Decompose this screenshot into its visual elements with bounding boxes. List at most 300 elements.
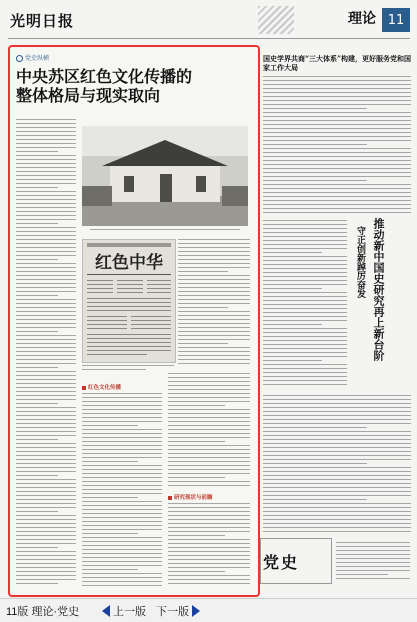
text-line bbox=[82, 457, 162, 458]
text-line bbox=[263, 431, 411, 432]
text-line bbox=[263, 120, 411, 121]
text-line bbox=[82, 585, 162, 586]
text-line bbox=[16, 563, 76, 564]
text-line bbox=[82, 497, 138, 498]
text-line bbox=[336, 558, 410, 559]
text-line bbox=[82, 465, 162, 466]
text-line bbox=[168, 405, 225, 406]
text-line bbox=[16, 427, 76, 428]
text-line bbox=[263, 491, 411, 492]
text-line bbox=[16, 131, 76, 132]
text-line bbox=[263, 196, 411, 197]
text-line bbox=[263, 268, 347, 269]
text-line bbox=[16, 231, 76, 232]
text-line bbox=[263, 475, 411, 476]
text-line bbox=[168, 507, 250, 508]
text-line bbox=[168, 397, 250, 398]
text-line bbox=[16, 219, 76, 220]
text-line bbox=[16, 459, 76, 460]
text-line bbox=[168, 473, 250, 474]
text-line bbox=[82, 533, 138, 534]
article-tag: 党史纵横 bbox=[16, 53, 49, 62]
text-line bbox=[82, 573, 162, 574]
text-line bbox=[16, 415, 76, 416]
text-line bbox=[16, 191, 76, 192]
text-line bbox=[16, 123, 76, 124]
text-line bbox=[263, 140, 411, 141]
text-line bbox=[168, 437, 250, 438]
text-line bbox=[336, 542, 410, 543]
text-line bbox=[263, 407, 411, 408]
text-line bbox=[168, 401, 250, 402]
text-line bbox=[82, 425, 138, 426]
text-line bbox=[263, 443, 411, 444]
text-line bbox=[263, 340, 347, 341]
text-line bbox=[263, 232, 347, 233]
text-line bbox=[82, 577, 162, 578]
text-line bbox=[16, 315, 76, 316]
text-line bbox=[336, 566, 410, 567]
text-line bbox=[16, 207, 76, 208]
text-line bbox=[178, 263, 250, 264]
left-arrow-icon bbox=[102, 605, 110, 617]
text-line bbox=[82, 449, 162, 450]
text-line bbox=[263, 80, 411, 81]
text-line bbox=[16, 327, 76, 328]
text-line bbox=[16, 251, 76, 252]
text-line bbox=[263, 352, 347, 353]
text-line bbox=[263, 108, 367, 109]
text-line bbox=[82, 477, 162, 478]
text-line bbox=[263, 280, 347, 281]
text-line bbox=[263, 152, 411, 153]
article-photo bbox=[82, 126, 248, 226]
page-label: 11版 理论·党史 bbox=[6, 606, 80, 618]
text-line bbox=[16, 519, 76, 520]
text-line bbox=[168, 461, 250, 462]
newspaper-logo: 光明日报 bbox=[10, 12, 75, 30]
text-line bbox=[16, 143, 76, 144]
text-line bbox=[16, 551, 76, 552]
text-line bbox=[263, 276, 347, 277]
text-line bbox=[16, 439, 58, 440]
text-line bbox=[82, 473, 162, 474]
text-line bbox=[16, 195, 76, 196]
text-line bbox=[16, 455, 76, 456]
text-line bbox=[263, 244, 347, 245]
text-line bbox=[263, 495, 411, 496]
text-line bbox=[82, 441, 162, 442]
text-line bbox=[168, 535, 225, 536]
text-line bbox=[263, 156, 411, 157]
text-line bbox=[263, 483, 411, 484]
text-line bbox=[263, 467, 411, 468]
text-line bbox=[16, 291, 76, 292]
text-line bbox=[16, 255, 76, 256]
text-line bbox=[263, 164, 411, 165]
text-line bbox=[263, 136, 411, 137]
text-line bbox=[263, 180, 367, 181]
text-line bbox=[263, 344, 347, 345]
text-line bbox=[178, 283, 250, 284]
text-line bbox=[82, 561, 162, 562]
text-line bbox=[263, 515, 411, 516]
text-line bbox=[263, 459, 411, 460]
text-line bbox=[168, 575, 250, 576]
text-line bbox=[178, 335, 250, 336]
text-line bbox=[178, 259, 250, 260]
text-line bbox=[263, 511, 411, 512]
text-line bbox=[263, 284, 347, 285]
newspaper-facsimile bbox=[82, 239, 176, 363]
text-line bbox=[336, 550, 410, 551]
text-line bbox=[16, 523, 76, 524]
text-line bbox=[16, 387, 76, 388]
text-line bbox=[263, 415, 411, 416]
subhead-1: 红色文化传播 bbox=[82, 383, 121, 391]
text-line bbox=[168, 421, 250, 422]
right-body-mid bbox=[263, 220, 347, 390]
tag-icon bbox=[16, 55, 23, 62]
text-line bbox=[336, 570, 410, 571]
text-line bbox=[263, 296, 347, 297]
text-line bbox=[16, 179, 76, 180]
text-line bbox=[263, 527, 411, 528]
text-line bbox=[16, 271, 76, 272]
text-line bbox=[16, 355, 76, 356]
text-line bbox=[82, 461, 138, 462]
text-line bbox=[263, 104, 411, 105]
text-line bbox=[16, 183, 76, 184]
text-line bbox=[336, 578, 410, 579]
text-line bbox=[168, 469, 250, 470]
right-body-top bbox=[263, 76, 411, 216]
text-line bbox=[178, 303, 250, 304]
text-line bbox=[178, 315, 250, 316]
text-line bbox=[263, 503, 411, 504]
text-line bbox=[82, 405, 162, 406]
text-line bbox=[16, 471, 76, 472]
text-line bbox=[168, 377, 250, 378]
text-line bbox=[16, 203, 76, 204]
text-line bbox=[16, 463, 76, 464]
text-line bbox=[263, 288, 322, 289]
text-line bbox=[263, 96, 411, 97]
text-line bbox=[263, 84, 411, 85]
text-line bbox=[178, 275, 250, 276]
text-line bbox=[82, 489, 162, 490]
text-line bbox=[82, 545, 162, 546]
text-line bbox=[16, 363, 76, 364]
text-line bbox=[16, 567, 76, 568]
text-line bbox=[82, 485, 162, 486]
text-line bbox=[263, 348, 347, 349]
text-line bbox=[16, 571, 76, 572]
text-line bbox=[16, 531, 76, 532]
text-line bbox=[168, 381, 250, 382]
text-line bbox=[263, 316, 347, 317]
text-line bbox=[178, 319, 250, 320]
text-line bbox=[16, 379, 76, 380]
text-line bbox=[82, 417, 162, 418]
text-line bbox=[336, 546, 410, 547]
text-line bbox=[263, 368, 347, 369]
text-line bbox=[82, 549, 162, 550]
text-line bbox=[168, 567, 250, 568]
text-line bbox=[16, 559, 76, 560]
text-line bbox=[263, 463, 367, 464]
next-page-button[interactable]: 下一版 bbox=[156, 603, 200, 619]
text-line bbox=[263, 252, 322, 253]
text-line bbox=[263, 248, 347, 249]
text-line bbox=[16, 399, 76, 400]
text-line bbox=[178, 239, 250, 240]
text-line bbox=[16, 127, 76, 128]
text-line bbox=[82, 517, 162, 518]
text-line bbox=[16, 411, 76, 412]
text-line bbox=[263, 455, 411, 456]
text-line bbox=[16, 227, 76, 228]
text-line bbox=[263, 360, 322, 361]
text-line bbox=[263, 272, 347, 273]
text-line bbox=[263, 260, 347, 261]
text-line bbox=[16, 535, 76, 536]
page-number: 11 bbox=[382, 8, 410, 32]
text-line bbox=[16, 443, 76, 444]
text-line bbox=[16, 483, 76, 484]
text-line bbox=[16, 547, 58, 548]
text-line bbox=[168, 445, 250, 446]
text-line bbox=[263, 224, 347, 225]
text-line bbox=[168, 571, 225, 572]
text-line bbox=[336, 554, 410, 555]
text-line bbox=[16, 503, 76, 504]
article-body-col-side bbox=[178, 239, 250, 367]
text-line bbox=[178, 343, 228, 344]
text-line bbox=[263, 124, 411, 125]
text-line bbox=[263, 300, 347, 301]
text-line bbox=[82, 513, 162, 514]
text-line bbox=[178, 243, 250, 244]
text-line bbox=[178, 307, 228, 308]
text-line bbox=[82, 501, 162, 502]
text-line bbox=[168, 555, 250, 556]
text-line bbox=[178, 323, 250, 324]
text-line bbox=[336, 574, 388, 575]
text-line bbox=[16, 159, 76, 160]
right-credits bbox=[336, 542, 410, 584]
text-line bbox=[16, 147, 76, 148]
text-line bbox=[16, 575, 76, 576]
text-line bbox=[178, 247, 250, 248]
text-line bbox=[263, 236, 347, 237]
text-line bbox=[16, 331, 58, 332]
text-line bbox=[263, 204, 411, 205]
text-line bbox=[263, 487, 411, 488]
text-line bbox=[263, 439, 411, 440]
text-line bbox=[16, 235, 76, 236]
text-line bbox=[263, 192, 411, 193]
text-line bbox=[16, 287, 76, 288]
text-line bbox=[16, 275, 76, 276]
text-line bbox=[168, 373, 250, 374]
text-line bbox=[16, 451, 76, 452]
text-line bbox=[263, 112, 411, 113]
text-line bbox=[16, 167, 76, 168]
text-line bbox=[16, 423, 76, 424]
text-line bbox=[263, 240, 347, 241]
text-line bbox=[16, 511, 58, 512]
text-line bbox=[16, 487, 76, 488]
text-line bbox=[168, 543, 250, 544]
text-line bbox=[16, 283, 76, 284]
text-line bbox=[16, 339, 76, 340]
vertical-title-1[interactable]: 推动新中国史研究再上新台阶 bbox=[372, 218, 385, 361]
text-line bbox=[263, 172, 411, 173]
text-line bbox=[263, 160, 411, 161]
text-line bbox=[16, 211, 76, 212]
text-line bbox=[16, 527, 76, 528]
text-line bbox=[82, 569, 138, 570]
text-line bbox=[16, 539, 76, 540]
text-line bbox=[16, 187, 58, 188]
text-line bbox=[82, 557, 162, 558]
text-line bbox=[16, 175, 76, 176]
text-line bbox=[16, 499, 76, 500]
text-line bbox=[16, 347, 76, 348]
text-line bbox=[263, 88, 411, 89]
text-line bbox=[168, 385, 250, 386]
text-line bbox=[16, 119, 76, 120]
text-line bbox=[16, 555, 76, 556]
text-line bbox=[178, 267, 250, 268]
text-line bbox=[82, 445, 162, 446]
text-line bbox=[82, 553, 162, 554]
text-line bbox=[82, 469, 162, 470]
text-line bbox=[16, 215, 76, 216]
text-line bbox=[263, 200, 411, 201]
text-line bbox=[168, 457, 250, 458]
text-line bbox=[16, 303, 76, 304]
text-line bbox=[16, 243, 76, 244]
text-line bbox=[263, 531, 411, 532]
text-line bbox=[16, 135, 76, 136]
article-body-col-4 bbox=[168, 503, 250, 589]
text-line bbox=[263, 228, 347, 229]
text-line bbox=[16, 335, 76, 336]
text-line bbox=[16, 435, 76, 436]
text-line bbox=[16, 199, 76, 200]
text-line bbox=[168, 583, 250, 584]
text-line bbox=[168, 413, 250, 414]
text-line bbox=[16, 351, 76, 352]
text-line bbox=[168, 515, 250, 516]
text-line bbox=[263, 220, 347, 221]
text-line bbox=[82, 433, 162, 434]
text-line bbox=[82, 421, 162, 422]
text-line bbox=[82, 529, 162, 530]
text-line bbox=[263, 264, 347, 265]
text-line bbox=[178, 251, 250, 252]
article-body-col-3 bbox=[168, 373, 250, 489]
text-line bbox=[16, 447, 76, 448]
masthead-pattern bbox=[258, 6, 294, 34]
text-line bbox=[168, 539, 250, 540]
text-line bbox=[82, 509, 162, 510]
text-line bbox=[263, 523, 411, 524]
text-line bbox=[263, 435, 411, 436]
text-line bbox=[16, 407, 76, 408]
text-line bbox=[263, 364, 347, 365]
text-line bbox=[168, 551, 250, 552]
text-line bbox=[168, 559, 250, 560]
text-line bbox=[168, 393, 250, 394]
text-line bbox=[16, 395, 76, 396]
text-line bbox=[263, 507, 411, 508]
text-line bbox=[263, 328, 347, 329]
text-line bbox=[263, 451, 411, 452]
text-line bbox=[263, 256, 347, 257]
text-line bbox=[178, 311, 250, 312]
text-line bbox=[168, 409, 250, 410]
text-line bbox=[263, 471, 411, 472]
text-line bbox=[16, 151, 58, 152]
text-line bbox=[168, 465, 250, 466]
text-line bbox=[168, 453, 250, 454]
text-line bbox=[263, 376, 347, 377]
text-line bbox=[168, 433, 250, 434]
text-line bbox=[168, 503, 250, 504]
text-line bbox=[168, 579, 250, 580]
text-line bbox=[16, 431, 76, 432]
text-line bbox=[263, 427, 367, 428]
text-line bbox=[16, 583, 58, 584]
right-article-title[interactable]: 国史学界共商“三大体系”构建，更好服务党和国家工作大局 bbox=[263, 54, 412, 72]
text-line bbox=[168, 531, 250, 532]
text-line bbox=[82, 581, 162, 582]
text-line bbox=[16, 155, 76, 156]
subhead-2: 研究现状与前瞻 bbox=[168, 493, 213, 501]
text-line bbox=[168, 519, 250, 520]
text-line bbox=[16, 267, 76, 268]
text-line bbox=[16, 263, 76, 264]
text-line bbox=[16, 307, 76, 308]
right-arrow-icon bbox=[192, 605, 200, 617]
highlighted-article[interactable] bbox=[8, 45, 260, 597]
text-line bbox=[168, 527, 250, 528]
text-line bbox=[263, 423, 411, 424]
text-line bbox=[168, 511, 250, 512]
text-line bbox=[16, 239, 76, 240]
text-line bbox=[178, 287, 250, 288]
text-line bbox=[178, 347, 250, 348]
text-line bbox=[16, 371, 76, 372]
text-line bbox=[168, 449, 250, 450]
text-line bbox=[16, 343, 76, 344]
article-headline: 中央苏区红色文化传播的 整体格局与现实取向 bbox=[16, 67, 193, 105]
prev-page-button[interactable]: 上一版 bbox=[102, 603, 146, 619]
text-line bbox=[16, 171, 76, 172]
text-line bbox=[82, 525, 162, 526]
text-line bbox=[16, 507, 76, 508]
text-line bbox=[16, 467, 76, 468]
text-line bbox=[178, 363, 250, 364]
text-line bbox=[16, 295, 58, 296]
text-line bbox=[263, 324, 322, 325]
text-line bbox=[263, 212, 411, 213]
text-line bbox=[263, 116, 411, 117]
text-line bbox=[82, 565, 162, 566]
